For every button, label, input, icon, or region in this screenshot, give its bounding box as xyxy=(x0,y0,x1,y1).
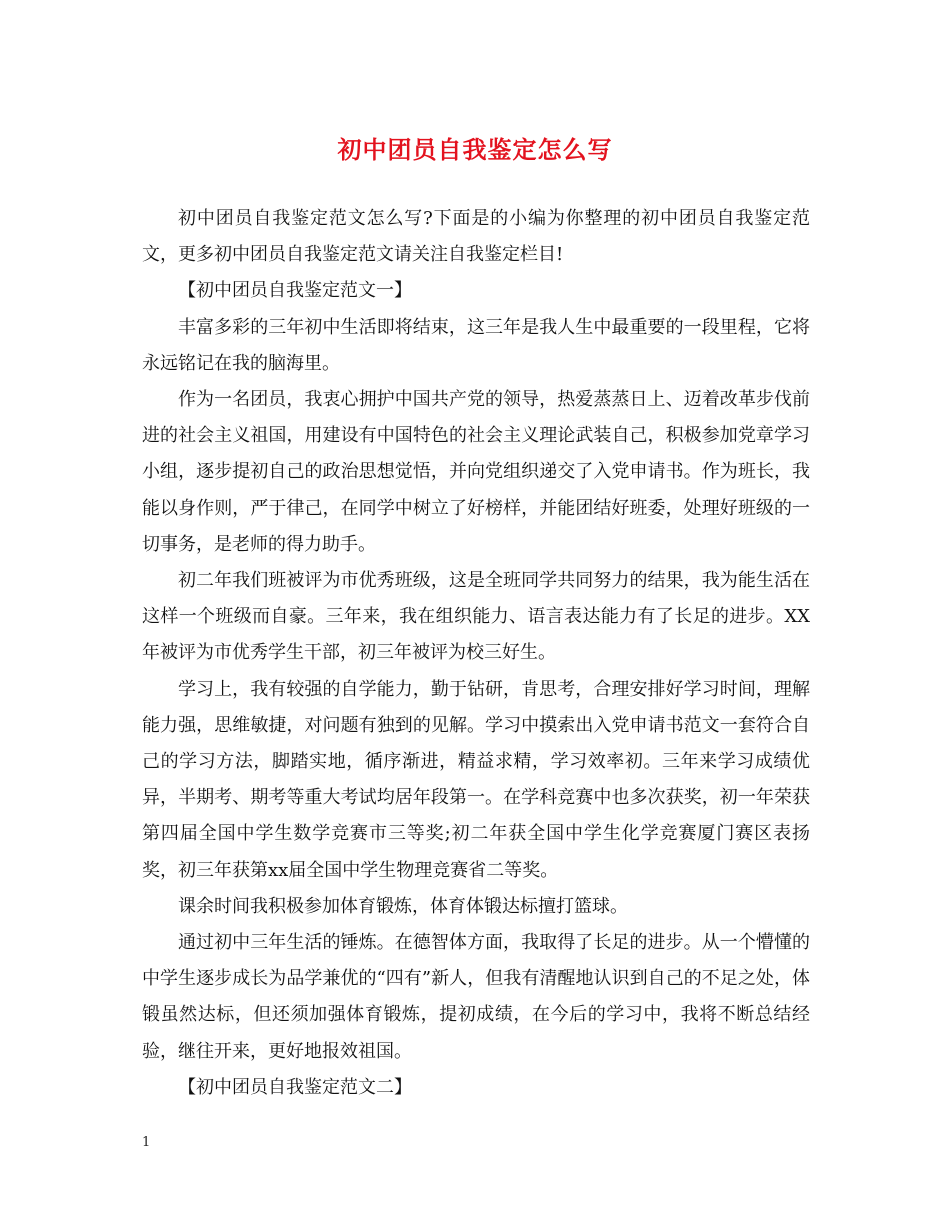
page-title: 初中团员自我鉴定怎么写 xyxy=(337,135,613,164)
section-heading-sample-one: 【初中团员自我鉴定范文一】 xyxy=(178,280,412,302)
body-paragraph: 学习上，我有较强的自学能力，勤于钻研，肯思考，合理安排好学习时间，理解能力强，思维敏捷，对问题有独到的见解。学习中摸索出入党申请书范文一套符合自己的学习方法，脚踏实地，循序渐进，精益求精，学习效率初。三年来学习成绩优异，半期考、期考等重大考试均居年段第一。在学科竞赛中也多次获奖，初一年荣获第四届全国中学生数学竞赛市三等奖;初二年获全国中学生化学竞赛厦门赛区表扬奖，初三年获第xx届全国中学生物理竞赛省二等奖。 xyxy=(142,678,810,881)
body-paragraph: 初二年我们班被评为市优秀班级，这是全班同学共同努力的结果，我为能生活在这样一个班级而自豪。三年来，我在组织能力、语言表达能力有了长足的进步。XX年被评为市优秀学生干部，初三年被评为校三好生。 xyxy=(142,570,810,664)
body-paragraph: 课余时间我积极参加体育锻炼，体育体锻达标擅打篮球。 xyxy=(178,895,628,917)
intro-paragraph: 初中团员自我鉴定范文怎么写?下面是的小编为你整理的初中团员自我鉴定范文，更多初中团员自我鉴定范文请关注自我鉴定栏目! xyxy=(142,208,810,266)
section-heading-sample-two: 【初中团员自我鉴定范文二】 xyxy=(178,1076,412,1098)
body-paragraph: 作为一名团员，我衷心拥护中国共产党的领导，热爱蒸蒸日上、迈着改革步伐前进的社会主义祖国，用建设有中国特色的社会主义理论武装自己，积极参加党章学习小组，逐步提初自己的政治思想觉悟，并向党组织递交了入党申请书。作为班长，我能以身作则，严于律己，在同学中树立了好榜样，并能团结好班委，处理好班级的一切事务，是老师的得力助手。 xyxy=(142,389,810,555)
document-body xyxy=(142,201,810,1106)
page-number: 1 xyxy=(142,1135,151,1150)
body-paragraph: 通过初中三年生活的锤炼。在德智体方面，我取得了长足的进步。从一个懵懂的中学生逐步成长为品学兼优的“四有”新人，但我有清醒地认识到自己的不足之处，体锻虽然达标，但还须加强体育锻炼，提初成绩，在今后的学习中，我将不断总结经验，继往开来，更好地报效祖国。 xyxy=(142,932,810,1062)
body-paragraph: 丰富多彩的三年初中生活即将结束，这三年是我人生中最重要的一段里程，它将永远铭记在我的脑海里。 xyxy=(142,316,810,374)
